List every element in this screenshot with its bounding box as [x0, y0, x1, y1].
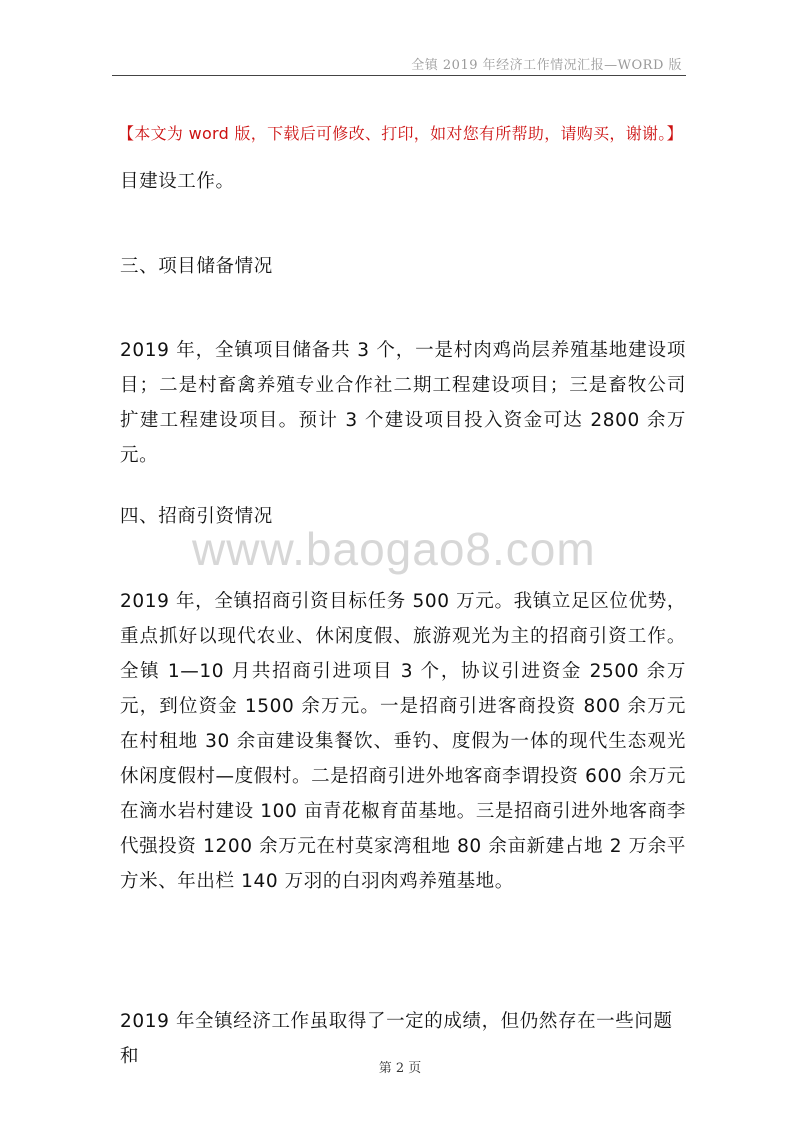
page-header-title: 全镇 2019 年经济工作情况汇报—WORD 版 — [411, 58, 682, 73]
header-divider — [112, 75, 686, 76]
section-heading-investment: 四、招商引资情况 — [120, 506, 273, 527]
watermark: www.baogao8.com — [192, 523, 596, 575]
page-number: 第 2 页 — [378, 1061, 422, 1076]
paragraph-project-reserve: 2019 年，全镇项目储备共 3 个，一是村肉鸡尚层养殖基地建设项目；二是村畜禽养殖专业合作社二期工程建设项目；三是畜牧公司扩建工程建设项目。预计 3 个建设项目投入资金可达 2800 余万元。 — [120, 340, 686, 466]
section-heading-project-reserve: 三、项目储备情况 — [120, 256, 273, 277]
paragraph-continuation: 目建设工作。 — [120, 171, 235, 192]
paragraph-investment: 2019 年，全镇招商引资目标任务 500 万元。我镇立足区位优势，重点抓好以现代农业、休闲度假、旅游观光为主的招商引资工作。全镇 1—10 月共招商引进项目 3 个，协议引进资金 2500 余万元，到位资金 1500 余万元。一是招商引进客商投资 800 余万元在村租地 30 余亩建设集餐饮、垂钓、度假为一体的现代生态观光休闲度假村—度假村。二是招商引进外地客商李谓投资 600 余万元在滴水岩村建设 100 亩青花椒育苗基地。三是招商引进外地客商李代强投资 1200 余万元在村莫家湾租地 80 余亩新建占地 2 万余平方米、年出栏 140 万羽的白羽肉鸡养殖基地。 — [120, 591, 686, 892]
purchase-notice: 【本文为 word 版，下载后可修改、打印，如对您有所帮助，请购买，谢谢。】 — [118, 124, 683, 143]
paragraph-summary: 2019 年全镇经济工作虽取得了一定的成绩，但仍然存在一些问题和 — [120, 1011, 673, 1067]
